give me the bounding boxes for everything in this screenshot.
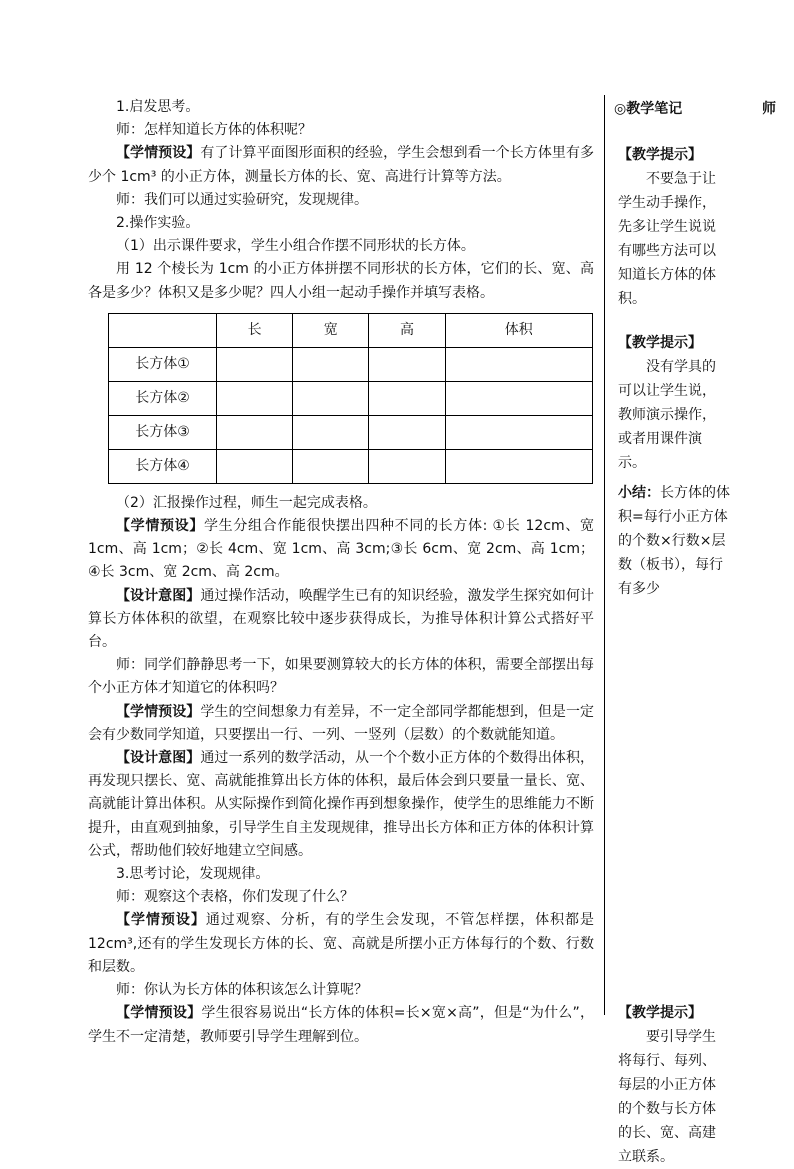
tip-text: 不要急于让学生动手操作，先多让学生说说有哪些方法可以知道长方体的体积。 bbox=[618, 171, 716, 307]
paragraph bbox=[88, 142, 594, 188]
cell bbox=[369, 415, 445, 449]
column-divider bbox=[604, 95, 605, 1015]
paragraph-text: 学生分组合作能很快摆出四种不同的长方体: ①长 12cm、宽 1cm、高 1cm；②长 4cm、宽 1cm、高 3cm;③长 6cm、宽 2cm、高 1cm；④长 3cm、宽 2cm、高 2cm。 bbox=[88, 518, 595, 581]
tag-label: 【学情预设】 bbox=[116, 703, 201, 720]
cell bbox=[293, 415, 369, 449]
tag-label: 【设计意图】 bbox=[116, 750, 201, 767]
row-label: 长方体① bbox=[109, 347, 217, 381]
paragraph bbox=[88, 515, 594, 585]
notes-column bbox=[614, 97, 790, 1169]
paragraph bbox=[88, 747, 594, 863]
notes-title: ◎教学笔记 bbox=[614, 101, 683, 117]
paragraph bbox=[88, 585, 594, 655]
notes-header bbox=[614, 97, 790, 121]
tag-label: 【学情预设】 bbox=[116, 912, 206, 929]
row-label: 长方体④ bbox=[109, 449, 217, 483]
cell bbox=[293, 347, 369, 381]
tag-label: 【学情预设】 bbox=[116, 1005, 202, 1022]
header-cell: 宽 bbox=[293, 313, 369, 347]
row-label: 长方体② bbox=[109, 381, 217, 415]
teaching-tip-1 bbox=[618, 143, 724, 311]
cell bbox=[293, 381, 369, 415]
header-cell: 长 bbox=[217, 313, 293, 347]
table-header-row bbox=[109, 313, 593, 347]
header-cell: 体积 bbox=[445, 313, 592, 347]
cell bbox=[369, 347, 445, 381]
paragraph: 1.启发思考。 bbox=[116, 99, 200, 115]
paragraph: （2）汇报操作过程，师生一起完成表格。 bbox=[116, 494, 377, 511]
paragraph: 师：同学们静静思考一下，如果要测算较大的长方体的体积，需要全部摆出每个小正方体才知道它的体积吗？ bbox=[88, 657, 594, 697]
cell bbox=[445, 381, 592, 415]
summary-note bbox=[618, 481, 732, 601]
paragraph-text: 通过操作活动，唤醒学生已有的知识经验，激发学生探究如何计算长方体体积的欲望，在观察比较中逐步获得成长，为推导体积计算公式搭好平台。 bbox=[88, 587, 595, 651]
paragraph: 2.操作实验。 bbox=[116, 215, 200, 232]
tag-label: 【设计意图】 bbox=[116, 587, 201, 604]
cell bbox=[217, 347, 293, 381]
table-row bbox=[109, 381, 593, 415]
lesson-section-2 bbox=[88, 492, 594, 1049]
record-table bbox=[108, 313, 593, 484]
cell bbox=[217, 381, 293, 415]
paragraph: （1）出示课件要求，学生小组合作摆不同形状的长方体。 bbox=[116, 238, 475, 255]
tip-heading: 【教学提示】 bbox=[618, 335, 702, 351]
paragraph: 师：我们可以通过实验研究，发现规律。 bbox=[116, 191, 368, 208]
header-cell: 高 bbox=[369, 313, 445, 347]
tip-text: 没有学具的可以让学生说，教师演示操作，或者用课件演示。 bbox=[618, 359, 716, 471]
cell bbox=[445, 449, 592, 483]
paragraph-text: 学生很容易说出“长方体的体积=长×宽×高”，但是“为什么”，学生不一定清楚，教师要引导学生理解到位。 bbox=[88, 1005, 595, 1045]
tag-label: 【学情预设】 bbox=[116, 518, 205, 535]
paragraph bbox=[88, 701, 594, 747]
summary-heading: 小结： bbox=[618, 485, 660, 501]
teaching-tip-2 bbox=[618, 331, 724, 475]
main-column bbox=[88, 96, 594, 1049]
tag-label: 【学情预设】 bbox=[116, 145, 201, 162]
cell bbox=[445, 415, 592, 449]
row-label: 长方体③ bbox=[109, 415, 217, 449]
tip-heading: 【教学提示】 bbox=[618, 1005, 702, 1021]
paragraph: 师：观察这个表格，你们发现了什么？ bbox=[116, 889, 354, 906]
paragraph: 师：你认为长方体的体积该怎么计算呢？ bbox=[116, 982, 368, 999]
paragraph: 用 12 个棱长为 1cm 的小正方体拼摆不同形状的长方体，它们的长、宽、高各是多少？体积又是多少呢？四人小组一起动手操作并填写表格。 bbox=[88, 261, 594, 301]
table-row bbox=[109, 347, 593, 381]
teaching-tip-3 bbox=[618, 1001, 724, 1169]
paragraph: 师：怎样知道长方体的体积呢？ bbox=[116, 122, 312, 139]
paragraph bbox=[88, 1002, 594, 1048]
tip-heading: 【教学提示】 bbox=[618, 147, 702, 163]
summary-text: 长方体的体积=每行小正方体的个数×行数×层数（板书），每行有多少 bbox=[618, 485, 730, 597]
cell bbox=[369, 381, 445, 415]
cell bbox=[217, 449, 293, 483]
table-row bbox=[109, 415, 593, 449]
paragraph bbox=[88, 909, 594, 979]
lesson-section-1 bbox=[88, 96, 594, 305]
cell bbox=[217, 415, 293, 449]
header-cell bbox=[109, 313, 217, 347]
cell bbox=[293, 449, 369, 483]
paragraph-text: 通过观察、分析，有的学生会发现，不管怎样摆，体积都是 12cm³,还有的学生发现长方体的长、宽、高就是所摆小正方体每行的个数、行数和层数。 bbox=[88, 912, 595, 975]
corner-label: 师 bbox=[762, 101, 776, 117]
cell bbox=[445, 347, 592, 381]
table-row bbox=[109, 449, 593, 483]
paragraph-text: 有了计算平面图形面积的经验，学生会想到看一个长方体里有多少个 1cm³ 的小正方体，测量长方体的长、宽、高进行计算等方法。 bbox=[88, 145, 595, 185]
cell bbox=[369, 449, 445, 483]
tip-text: 要引导学生将每行、每列、每层的小正方体的个数与长方体的长、宽、高建立联系。 bbox=[618, 1029, 716, 1165]
paragraph-text: 通过一系列的数学活动，从一个个数小正方体的个数得出体积，再发现只摆长、宽、高就能推算出长方体的体积，最后体会到只要量一量长、宽、高就能计算出体积。从实际操作到简化操作再到想象操作，使学生的思维能力不断提升，由直观到抽象，引导学生自主发现规律，推导出长方体和正方体的体积计算公式，帮助他们较好地建立空间感。 bbox=[88, 750, 595, 859]
paragraph-text: 学生的空间想象力有差异，不一定全部同学都能想到，但是一定会有少数同学知道，只要摆出一行、一列、一竖列（层数）的个数就能知道。 bbox=[88, 703, 595, 743]
paragraph: 3.思考讨论，发现规律。 bbox=[116, 866, 270, 883]
